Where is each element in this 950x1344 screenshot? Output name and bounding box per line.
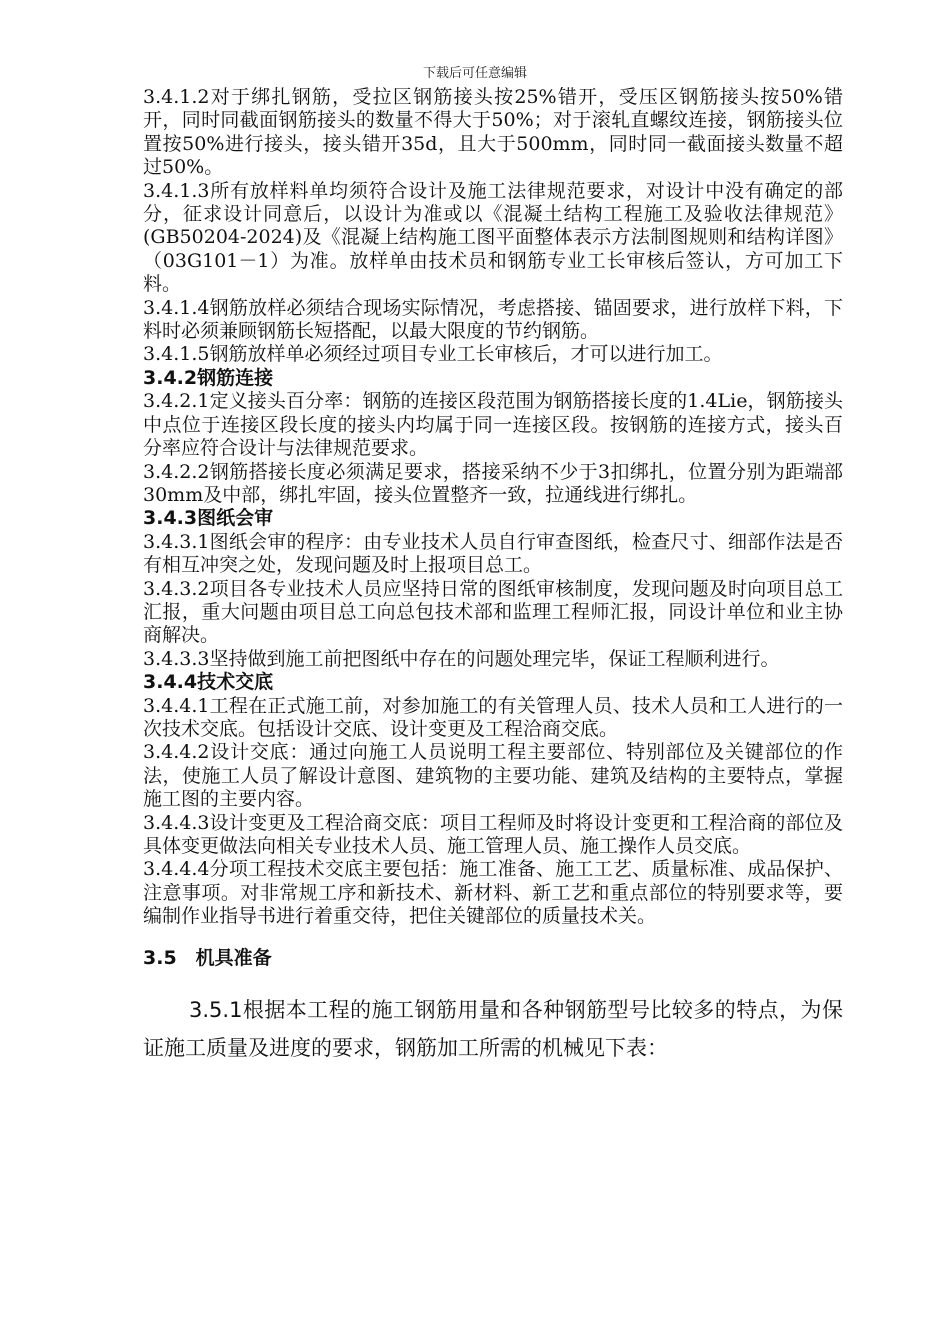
paragraph-3-4-1-5: 3.4.1.5钢筋放样单必须经过项目专业工长审核后，才可以进行加工。 [143, 343, 723, 366]
paragraph-3-4-4-4: 3.4.4.4分项工程技术交底主要包括：施工准备、施工工艺、质量标准、成品保护、注意事项。对非常规工序和新技术、新材料、新工艺和重点部位的特别要求等，要编制作业指导书进行着重交待，把住关键部位的质量技术关。 [143, 858, 843, 928]
paragraph-3-4-1-3: 3.4.1.3所有放样料单均须符合设计及施工法律规范要求，对设计中没有确定的部分，征求设计同意后，以设计为准或以《混凝土结构工程施工及验收法律规范》(GB50204-2024)及《混凝上结构施工图平面整体表示方法制图规则和结构详图》（03G101－1）为准。放样单由技术员和钢筋专业工长审核后签认，方可加工下料。 [143, 179, 843, 296]
paragraph-3-4-4-3: 3.4.4.3设计变更及工程洽商交底：项目工程师及时将设计变更和工程洽商的部位及具体变更做法向相关专业技术人员、施工管理人员、施工操作人员交底。 [143, 811, 843, 857]
paragraph-3-5-1-text: 根据本工程的施工钢筋用量和各种钢筋型号比较多的特点，为保证施工质量及进度的要求，钢筋加工所需的机械见下表： [143, 997, 843, 1060]
paragraph-3-5-1 [143, 991, 843, 1067]
heading-3-5: 3.5 机具准备 [143, 946, 272, 969]
paragraph-3-4-3-3: 3.4.3.3坚持做到施工前把图纸中存在的问题处理完毕，保证工程顺利进行。 [143, 647, 780, 670]
page-header: 下载后可任意编辑 [422, 66, 527, 81]
paragraph-3-4-3-1: 3.4.3.1图纸会审的程序：由专业技术人员自行审查图纸，检查尺寸、细部作法是否有相互冲突之处，发现问题及时上报项目总工。 [143, 530, 843, 577]
paragraph-3-4-1-4: 3.4.1.4钢筋放样必须结合现场实际情况，考虑搭接、锚固要求，进行放样下料，下料时必须兼顾钢筋长短搭配，以最大限度的节约钢筋。 [143, 296, 843, 343]
heading-3-4-2: 3.4.2钢筋连接 [143, 366, 274, 389]
paragraph-3-4-3-2: 3.4.3.2项目各专业技术人员应坚持日常的图纸审核制度，发现问题及时向项目总工汇报，重大问题由项目总工向总包技术部和监理工程师汇报，同设计单位和业主协商解决。 [143, 577, 843, 647]
paragraph-3-4-4-2: 3.4.4.2设计交底：通过向施工人员说明工程主要部位、特别部位及关键部位的作法，使施工人员了解设计意图、建筑物的主要功能、建筑及结构的主要特点，掌握施工图的主要内容。 [143, 741, 843, 811]
paragraph-3-4-2-2: 3.4.2.2钢筋搭接长度必须满足要求，搭接采纳不少于3扣绑扎，位置分别为距端部30mm及中部，绑扎牢固，接头位置整齐一致，拉通线进行绑扎。 [143, 460, 843, 506]
document-body [143, 86, 843, 1067]
paragraph-3-4-2-1: 3.4.2.1定义接头百分率：钢筋的连接区段范围为钢筋搭接长度的1.4Lie，钢筋接头中点位于连接区段长度的接头内均属于同一连接区段。按钢筋的连接方式，接头百分率应符合设计与法律规范要求。 [143, 390, 843, 460]
heading-3-4-3: 3.4.3图纸会审 [143, 507, 274, 530]
paragraph-3-4-1-2: 3.4.1.2对于绑扎钢筋，受拉区钢筋接头按25%错开，受压区钢筋接头按50%错开，同时同截面钢筋接头的数量不得大于50%；对于滚轧直螺纹连接，钢筋接头位置按50%进行接头，接头错开35d，且大于500mm，同时同一截面接头数量不超过50%。 [143, 86, 843, 179]
paragraph-3-5-1-number: 3.5.1 [189, 997, 243, 1022]
heading-3-4-4: 3.4.4技术交底 [143, 671, 274, 694]
paragraph-3-4-4-1: 3.4.4.1工程在正式施工前，对参加施工的有关管理人员、技术人员和工人进行的一次技术交底。包括设计交底、设计变更及工程洽商交底。 [143, 694, 843, 740]
